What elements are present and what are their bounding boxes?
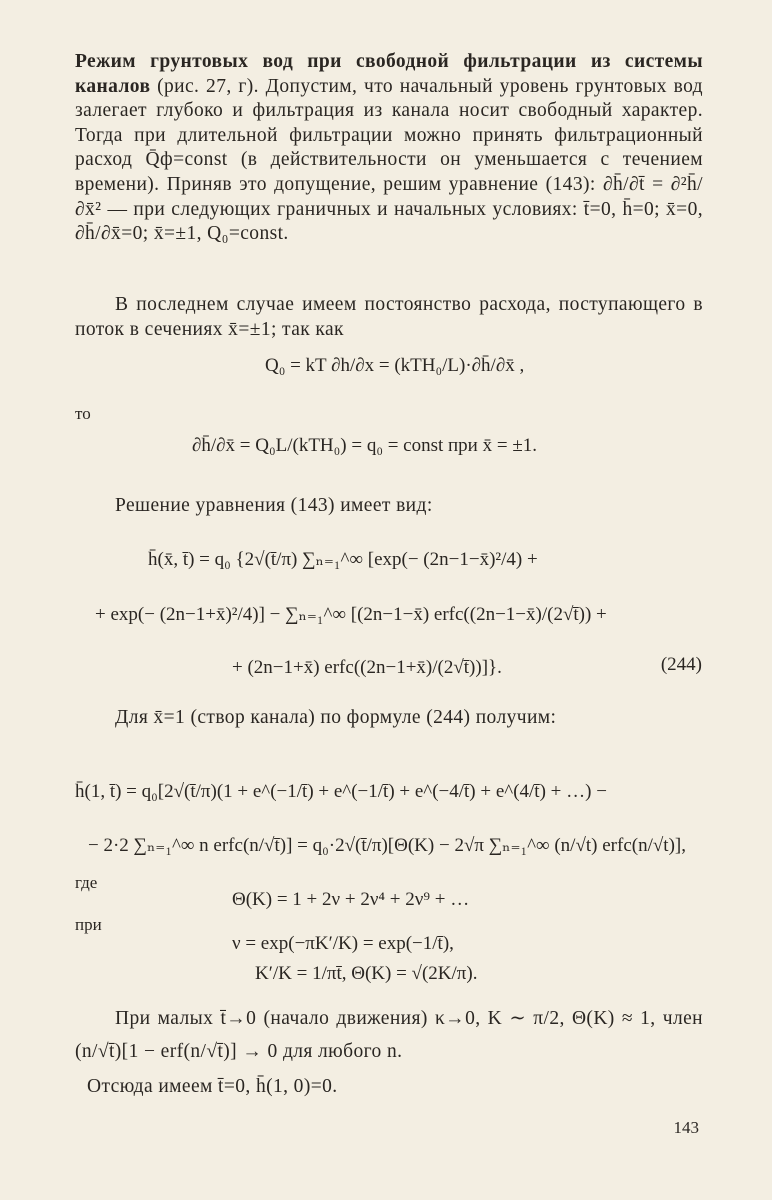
word-at: при	[75, 915, 102, 934]
paragraph-6	[75, 1075, 703, 1100]
section-paragraph	[75, 50, 703, 247]
intro-text: (рис. 27, г). Допустим, что начальный уровень грунтовых вод залегает глубоко и фильтрация из канала носит свободный характер. Тогда при длительной фильтрации можно принять фильтрационный расход Q̄ф=const (в действительности он уменьшается с течением времени). Приняв это допущение, решим уравнение (143): ∂h̄/∂t̄ = ∂²h̄/∂x̄² — при следующих граничных и начальных условиях: t̄=0, h̄=0; x̄=0, ∂h̄/∂x̄=0; x̄=±1, Q₀=const.	[75, 75, 703, 245]
paragraph-5	[75, 1002, 703, 1068]
equation-flow-rate: Q₀ = kT ∂h/∂x = (kTH₀/L)·∂h̄/∂x̄ ,	[265, 355, 525, 376]
page-number: 143	[673, 1118, 699, 1137]
equation-nu: ν = exp(−πK′/K) = exp(−1/t̄),	[232, 933, 454, 954]
equation-canal-line-1: h̄(1, t̄) = q₀[2√(t̄/π)(1 + e^(−1/t̄) + e^(−1/t̄) + e^(−4/t̄) + e^(4/t̄) + …) −	[75, 781, 607, 802]
equation-canal-line-2: − 2·2 ∑ₙ₌₁^∞ n erfc(n/√t̄)] = q₀·2√(t̄/π)[Θ(K) − 2√π ∑ₙ₌₁^∞ (n/√t) erfc(n/√t)],	[88, 835, 686, 856]
equation-number: (244)	[660, 654, 702, 675]
equation-k-ratio: K′/K = 1/πt̄, Θ(K) = √(2K/π).	[255, 963, 478, 984]
paragraph-3	[75, 494, 703, 519]
paragraph-4	[75, 706, 703, 731]
paragraph-4-text: Для x̄=1 (створ канала) по формуле (244) получим:	[115, 707, 557, 728]
equation-gradient: ∂h̄/∂x̄ = Q₀L/(kTH₀) = q₀ = const при x̄ = ±1.	[192, 435, 537, 456]
equation-244-line-2: + exp(− (2n−1+x̄)²/4)] − ∑ₙ₌₁^∞ [(2n−1−x̄) erfc((2n−1−x̄)/(2√t̄)) +	[95, 604, 607, 625]
paragraph-5-text: При малых t̄→0 (начало движения) κ→0, K ∼ π/2, Θ(K) ≈ 1, член (n/√t̄)[1 − erf(n/√t̄)] → 0 для любого n.	[75, 1008, 703, 1062]
paragraph-2	[75, 293, 703, 342]
section-heading: Режим грунтовых вод при свободной фильтрации из системы каналов	[75, 51, 703, 97]
paragraph-6-text: Отсюда имеем t̄=0, h̄(1, 0)=0.	[87, 1076, 338, 1097]
equation-244-line-3: + (2n−1+x̄) erfc((2n−1+x̄)/(2√t̄))]}.	[232, 657, 502, 678]
equation-theta: Θ(K) = 1 + 2ν + 2ν⁴ + 2ν⁹ + …	[232, 889, 470, 910]
paragraph-2-text: В последнем случае имеем постоянство расхода, поступающего в поток в сечениях x̄=±1; так как	[75, 294, 703, 340]
word-where: где	[75, 873, 98, 892]
equation-244-line-1: h̄(x̄, t̄) = q₀ {2√(t̄/π) ∑ₙ₌₁^∞ [exp(− (2n−1−x̄)²/4) +	[148, 549, 538, 570]
paragraph-3-text: Решение уравнения (143) имеет вид:	[115, 495, 433, 516]
word-to: то	[75, 404, 91, 423]
